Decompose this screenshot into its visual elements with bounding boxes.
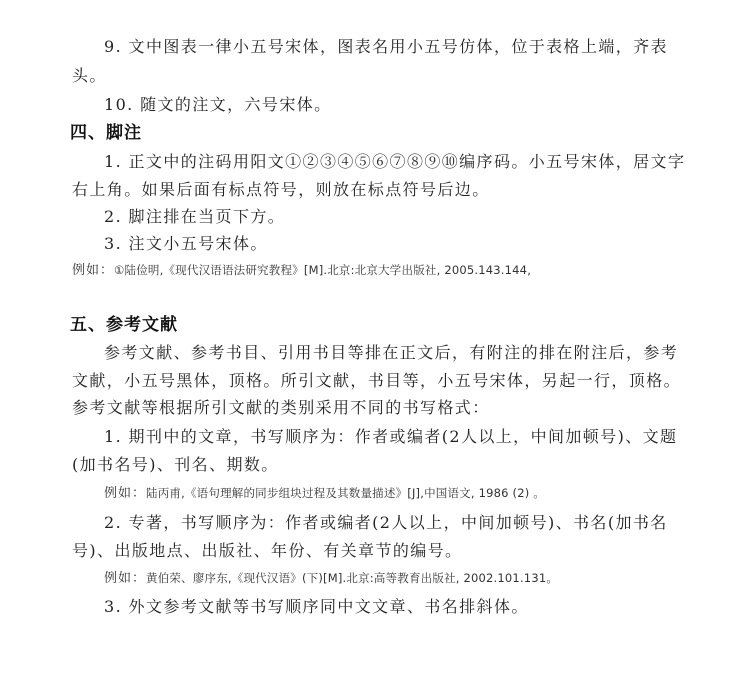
references-paragraph-line-1: 参考文献、参考书目、引用书目等排在正文后，有附注的排在附注后，参考 — [104, 343, 679, 362]
book-example — [104, 570, 558, 587]
item-9-line-1: 9. 文中图表一律小五号宋体，图表名用小五号仿体，位于表格上端，齐表 — [104, 37, 668, 56]
example-label: 例如： — [72, 263, 115, 278]
footnote-rule-2: 2. 脚注排在当页下方。 — [104, 207, 286, 226]
footnote-rule-1-line-1: 1. 正文中的注码用阳文①②③④⑤⑥⑦⑧⑨⑩编序码。小五号宋体，居文字 — [104, 152, 686, 171]
item-9-line-2: 头。 — [72, 66, 107, 85]
footnote-example — [72, 262, 531, 279]
footnote-rule-1-line-2: 右上角。如果后面有标点符号，则放在标点符号后边。 — [72, 180, 490, 199]
example-text: 黄伯荣、廖序东,《现代汉语》(下)[M].北京:高等教育出版社, 2002.101.131。 — [146, 571, 559, 585]
item-10: 10. 随文的注文，六号宋体。 — [104, 95, 332, 114]
reference-rule-3: 3. 外文参考文献等书写顺序同中文文章、书名排斜体。 — [104, 597, 529, 616]
example-text: 陆丙甫,《语句理解的同步组块过程及其数量描述》[J],中国语文, 1986 (2) 。 — [146, 486, 545, 500]
footnote-rule-3: 3. 注文小五号宋体。 — [104, 234, 268, 253]
reference-rule-2-line-2: 号)、出版地点、出版社、年份、有关章节的编号。 — [72, 541, 463, 560]
reference-rule-1-line-2: (加书名号)、刊名、期数。 — [72, 455, 279, 474]
example-label: 例如： — [104, 486, 147, 501]
section-heading-references: 五、参考文献 — [70, 315, 178, 335]
journal-example — [104, 485, 545, 502]
references-paragraph-line-3: 参考文献等根据所引文献的类别采用不同的书写格式： — [72, 398, 490, 417]
references-paragraph-line-2: 文献，小五号黑体，顶格。所引文献，书目等，小五号宋体，另起一行，顶格。 — [72, 371, 682, 390]
reference-rule-1-line-1: 1. 期刊中的文章，书写顺序为：作者或编者(2人以上，中间加顿号)、文题 — [104, 427, 678, 446]
example-text: ①陆俭明,《现代汉语语法研究教程》[M].北京:北京大学出版社, 2005.143.144, — [114, 263, 532, 277]
section-heading-footnotes: 四、脚注 — [70, 123, 142, 143]
example-label: 例如： — [104, 571, 147, 586]
reference-rule-2-line-1: 2. 专著，书写顺序为：作者或编者(2人以上，中间加顿号)、书名(加书名 — [104, 513, 668, 532]
